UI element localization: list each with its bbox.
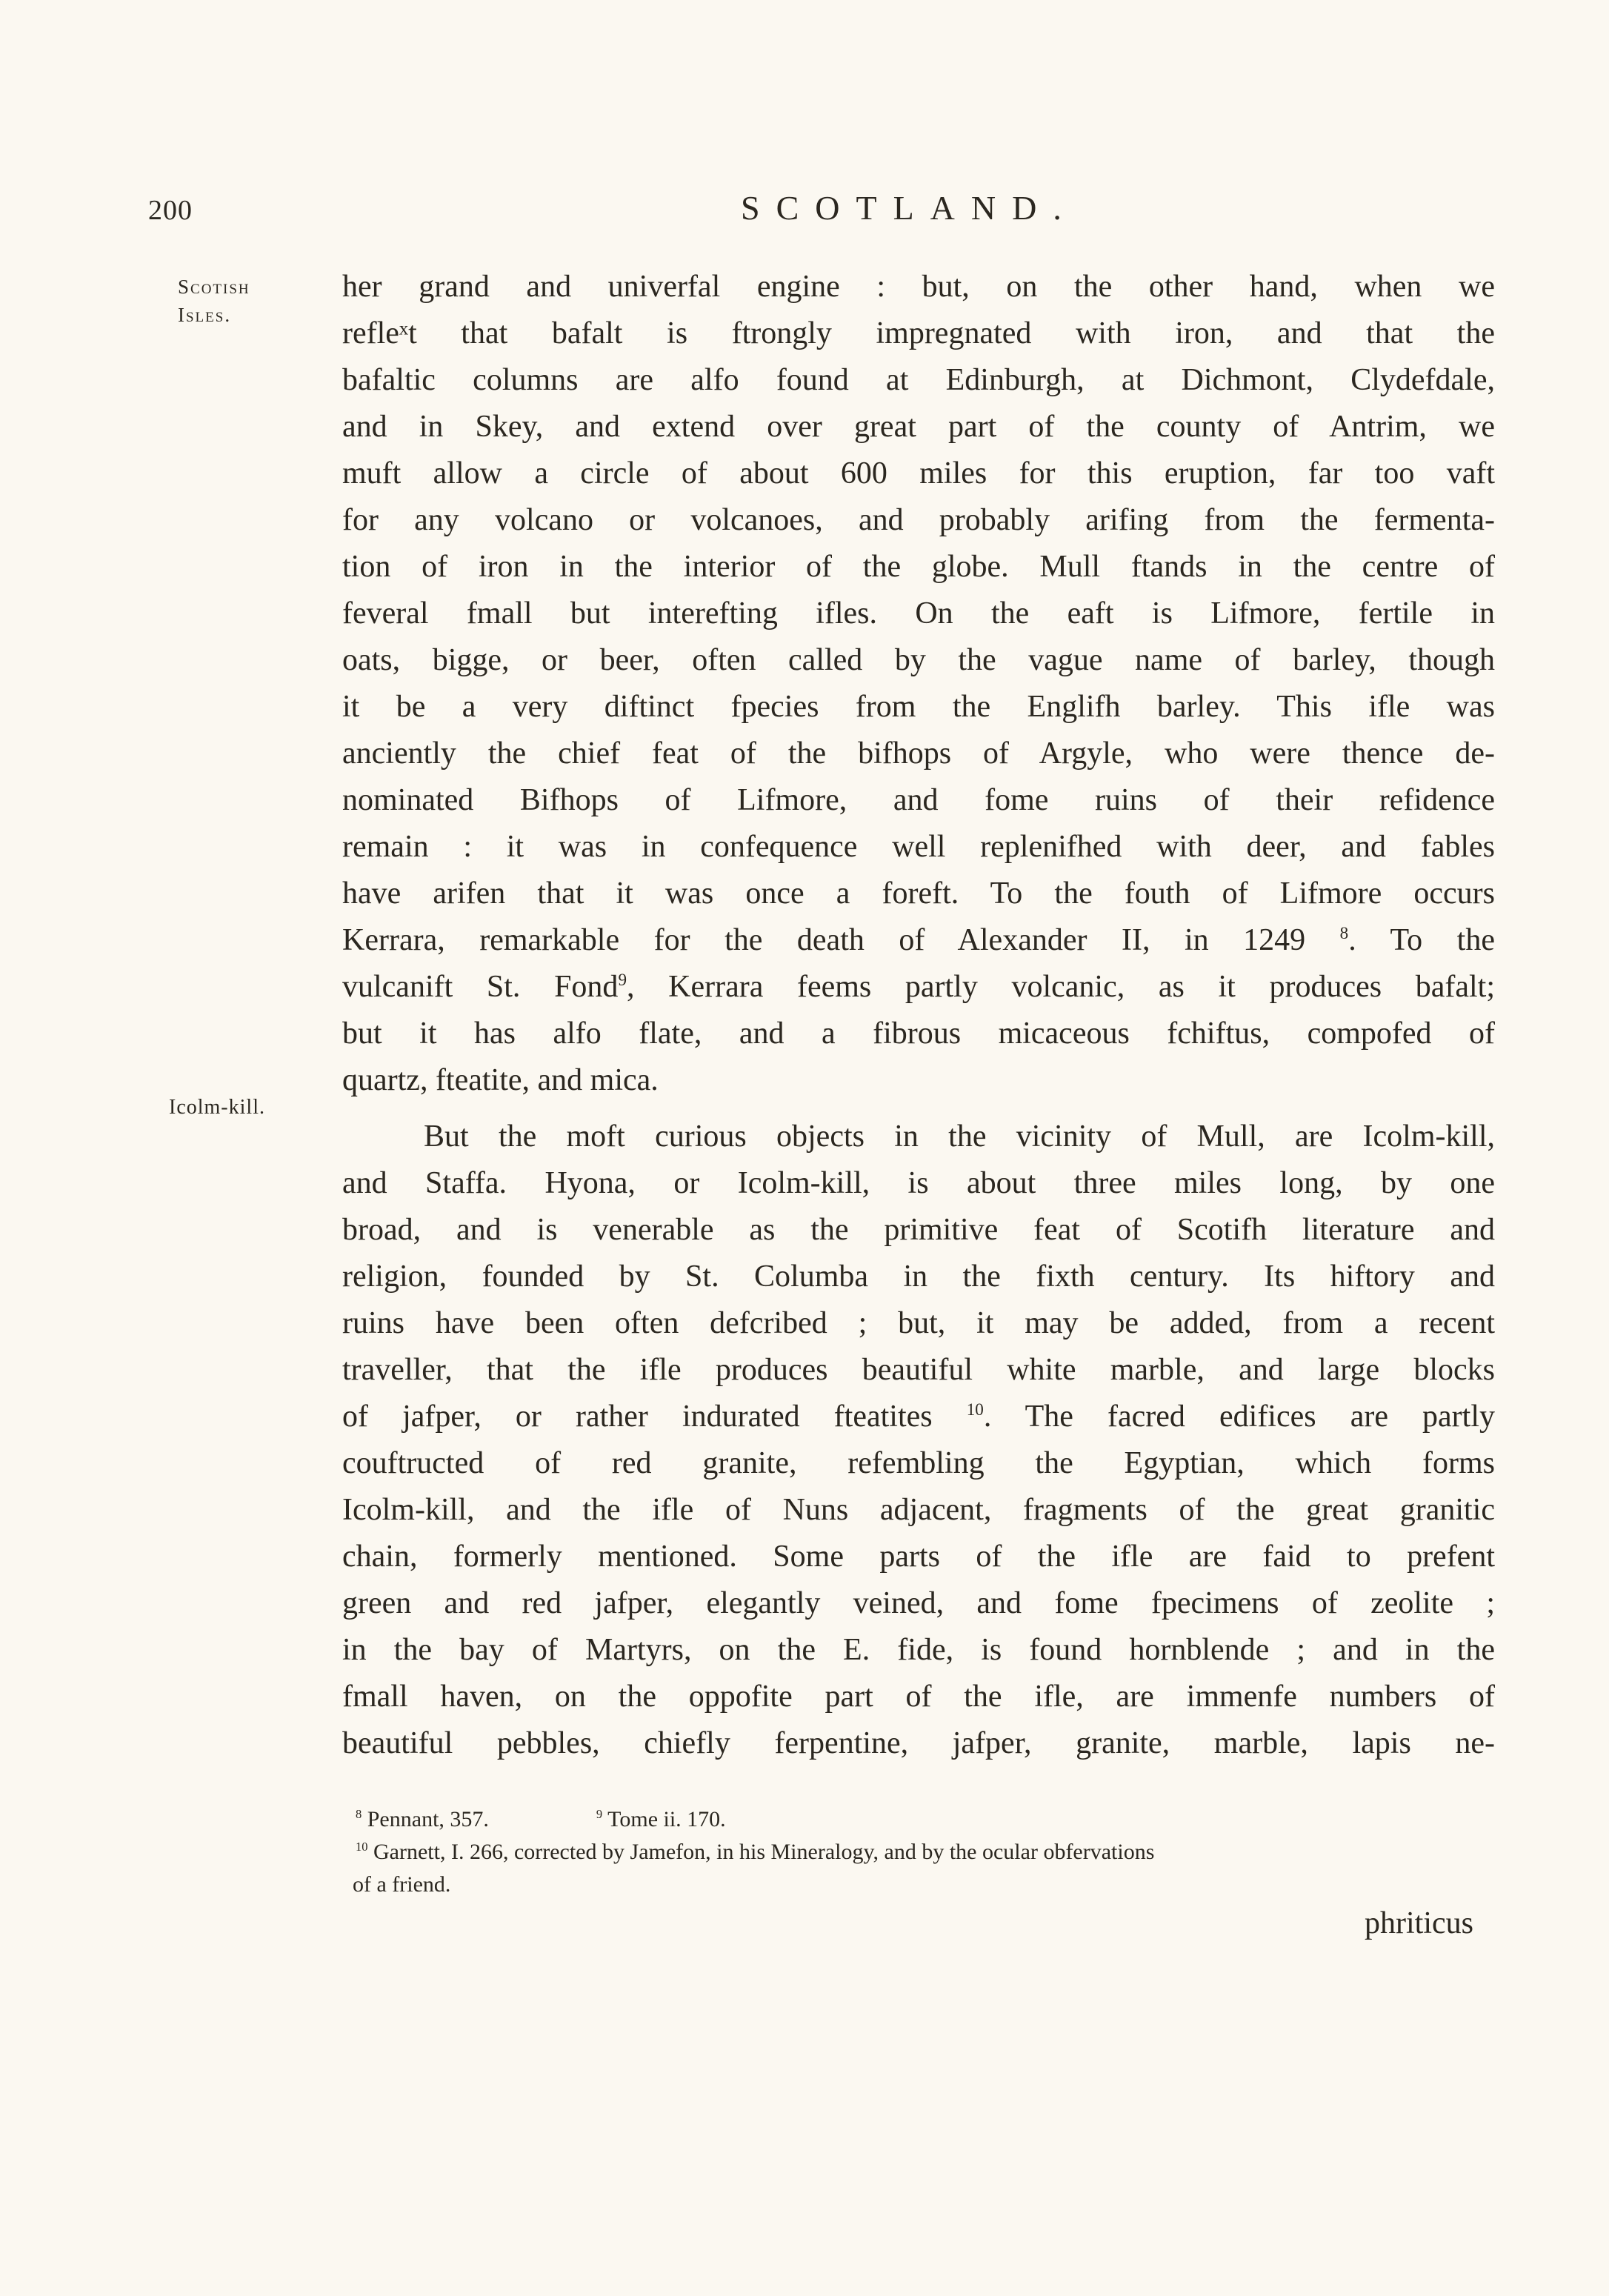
- text-line: nominated Bifhops of Lifmore, and fome ruins of their refidence: [342, 783, 1495, 817]
- footnote-mark: 9: [596, 1807, 603, 1821]
- text-segment: Kerrara, remarkable for the death of Alexander II, in 1249: [342, 923, 1306, 957]
- text-line: it be a very diftinct fpecies from the Englifh barley. This ifle was: [342, 690, 1495, 724]
- text-line: [342, 917, 1495, 964]
- catchword: phriticus: [1365, 1906, 1473, 1940]
- text-line: couftructed of red granite, refembling the Egyptian, which forms: [342, 1446, 1495, 1480]
- footnote-10: Garnett, I. 266, corrected by Jamefon, in his Mineralogy, and by the ocular obfervations: [373, 1840, 1155, 1864]
- text-segment: . The facred edifices are partly: [983, 1400, 1496, 1434]
- text-line: traveller, that the ifle produces beautiful white marble, and large blocks: [342, 1353, 1495, 1387]
- running-title: SCOTLAND.: [741, 189, 1078, 227]
- text-line: [342, 1394, 1495, 1440]
- text-line: beautiful pebbles, chiefly ferpentine, jafper, granite, marble, lapis ne-: [342, 1726, 1495, 1760]
- footnote-10-continued: of a friend.: [353, 1872, 451, 1897]
- footnote-ref-8: 8: [1339, 923, 1349, 942]
- paragraph-1: [342, 264, 1495, 1104]
- footnote-mark: 10: [356, 1840, 368, 1854]
- footnote-row: [356, 1803, 1496, 1836]
- text-line: anciently the chief feat of the bifhops of Argyle, who were thence de-: [342, 736, 1495, 771]
- text-line: quartz, fteatite, and mica.: [342, 1063, 659, 1097]
- text-segment: , Kerrara feems partly volcanic, as it produces bafalt;: [626, 970, 1495, 1004]
- text-line: oats, bigge, or beer, often called by the vague name of barley, though: [342, 643, 1495, 677]
- margin-note-line: Scotish: [178, 276, 250, 298]
- text-line: But the moft curious objects in the vicinity of Mull, are Icolm-kill,: [424, 1119, 1495, 1154]
- text-line: and Staffa. Hyona, or Icolm-kill, is about three miles long, by one: [342, 1166, 1495, 1200]
- text-line: religion, founded by St. Columba in the fixth century. Its hiftory and: [342, 1260, 1495, 1294]
- text-segment: vulcanift St. Fond: [342, 970, 619, 1004]
- footnote-8: Pennant, 357.: [367, 1807, 489, 1831]
- margin-note-line: Isles.: [178, 304, 232, 326]
- text-line: her grand and univerfal engine : but, on the other hand, when we: [342, 270, 1495, 304]
- text-line: in the bay of Martyrs, on the E. fide, is found hornblende ; and in the: [342, 1633, 1495, 1667]
- text-segment: of jafper, or rather indurated fteatites: [342, 1400, 933, 1434]
- text-line: muft allow a circle of about 600 miles for this eruption, far too vaft: [342, 456, 1495, 490]
- footnote-row: [356, 1836, 1496, 1869]
- footnotes: [353, 1803, 1496, 1901]
- text-line: bafaltic columns are alfo found at Edinburgh, at Dichmont, Clydefdale,: [342, 363, 1495, 397]
- text-line: broad, and is venerable as the primitive feat of Scotifh literature and: [342, 1213, 1495, 1247]
- text-segment: . To the: [1348, 923, 1495, 957]
- footnote-ref-10: 10: [966, 1400, 984, 1419]
- text-line: but it has alfo flate, and a fibrous micaceous fchiftus, compofed of: [342, 1016, 1495, 1051]
- text-line: feveral fmall but interefting ifles. On the eaft is Lifmore, fertile in: [342, 596, 1495, 630]
- text-line: fmall haven, on the oppofite part of the ifle, are immenfe numbers of: [342, 1680, 1495, 1714]
- footnote-mark: 8: [356, 1807, 362, 1821]
- text-line: green and red jafper, elegantly veined, and fome fpecimens of zeolite ;: [342, 1586, 1495, 1620]
- text-line: Icolm-kill, and the ifle of Nuns adjacent, fragments of the great granitic: [342, 1493, 1495, 1527]
- text-line: refleˣt that bafalt is ftrongly impregnated with iron, and that the: [342, 316, 1495, 350]
- margin-note-icolmkill: Icolm-kill.: [169, 1096, 265, 1119]
- text-line: for any volcano or volcanoes, and probably arifing from the fermenta-: [342, 503, 1495, 537]
- footnote-ref-9: 9: [618, 970, 627, 989]
- text-line: tion of iron in the interior of the globe. Mull ftands in the centre of: [342, 550, 1495, 584]
- text-line: ruins have been often defcribed ; but, it may be added, from a recent: [342, 1306, 1495, 1340]
- text-line: chain, formerly mentioned. Some parts of the ifle are faid to prefent: [342, 1540, 1495, 1574]
- paragraph-2: [342, 1114, 1495, 1767]
- text-line: and in Skey, and extend over great part of the county of Antrim, we: [342, 410, 1495, 444]
- footnote-9: Tome ii. 170.: [607, 1807, 726, 1831]
- margin-note-scottish-isles: [178, 273, 250, 329]
- text-line: have arifen that it was once a foreft. To the fouth of Lifmore occurs: [342, 876, 1495, 911]
- text-line: remain : it was in confequence well replenifhed with deer, and fables: [342, 830, 1495, 864]
- page-number: 200: [148, 195, 193, 226]
- text-line: [342, 964, 1495, 1011]
